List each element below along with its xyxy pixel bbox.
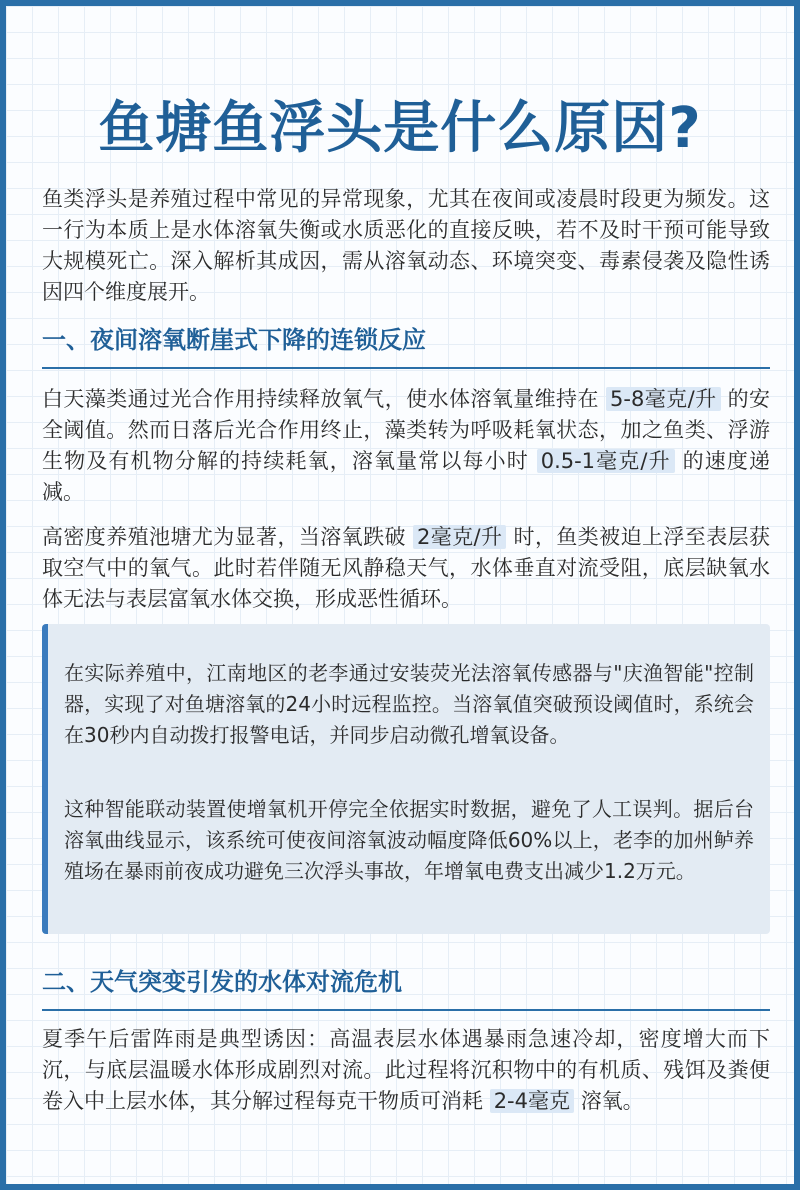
section-2-paragraph-1 (42, 1024, 770, 1117)
callout-paragraph-2: 这种智能联动装置使增氧机开停完全依据实时数据，避免了人工误判。据后台溶氧曲线显示，该系统可使夜间溶氧波动幅度降低60%以上，老李的加州鲈养殖场在暴雨前夜成功避免三次浮头事故，年增氧电费支出减少1.2万元。 (64, 797, 754, 883)
highlight-value: 2毫克/升 (413, 525, 506, 549)
text-span: 夏季午后雷阵雨是典型诱因：高温表层水体遇暴雨急速冷却，密度增大而下沉，与底层温暖水体形成剧烈对流。此过程将沉积物中的有机质、残饵及粪便卷入中上层水体，其分解过程每克干物质可消耗 (42, 1027, 770, 1113)
text-span: 高密度养殖池塘尤为显著，当溶氧跌破 (42, 525, 406, 549)
case-study-callout (42, 624, 770, 934)
text-span: 溶氧。 (580, 1089, 644, 1113)
highlight-value: 5-8毫克/升 (606, 387, 720, 411)
callout-paragraph-1: 在实际养殖中，江南地区的老李通过安装荧光法溶氧传感器与"庆渔智能"控制器，实现了对鱼塘溶氧的24小时远程监控。当溶氧值突破预设阈值时，系统会在30秒内自动拨打报警电话，并同步启动微孔增氧设备。 (64, 661, 754, 747)
section-1-paragraph-1 (42, 384, 770, 508)
highlight-value: 2-4毫克 (490, 1089, 574, 1113)
text-span: 时，鱼类被迫上浮至表层获取空气中的氧气。此时若伴随无风静稳天气，水体垂直对流受阻，底层缺氧水体无法与表层富氧水体交换，形成恶性循环。 (42, 525, 771, 611)
section-1-heading: 一、夜间溶氧断崖式下降的连锁反应 (42, 320, 770, 369)
text-span: 的速度递减。 (42, 449, 770, 504)
section-1-paragraph-2 (42, 522, 770, 615)
text-span: 的安全阈值。然而日落后光合作用终止，藻类转为呼吸耗氧状态，加之鱼类、浮游生物及有机物分解的持续耗氧，溶氧量常以每小时 (42, 387, 771, 473)
section-2-heading: 二、天气突变引发的水体对流危机 (42, 962, 770, 1011)
highlight-value: 0.5-1毫克/升 (537, 449, 675, 473)
intro-paragraph: 鱼类浮头是养殖过程中常见的异常现象，尤其在夜间或凌晨时段更为频发。这一行为本质上是水体溶氧失衡或水质恶化的直接反映，若不及时干预可能导致大规模死亡。深入解析其成因，需从溶氧动态、环境突变、毒素侵袭及隐性诱因四个维度展开。 (42, 187, 770, 304)
text-span: 白天藻类通过光合作用持续释放氧气，使水体溶氧量维持在 (42, 387, 599, 411)
page-title: 鱼塘鱼浮头是什么原因? (98, 96, 702, 161)
